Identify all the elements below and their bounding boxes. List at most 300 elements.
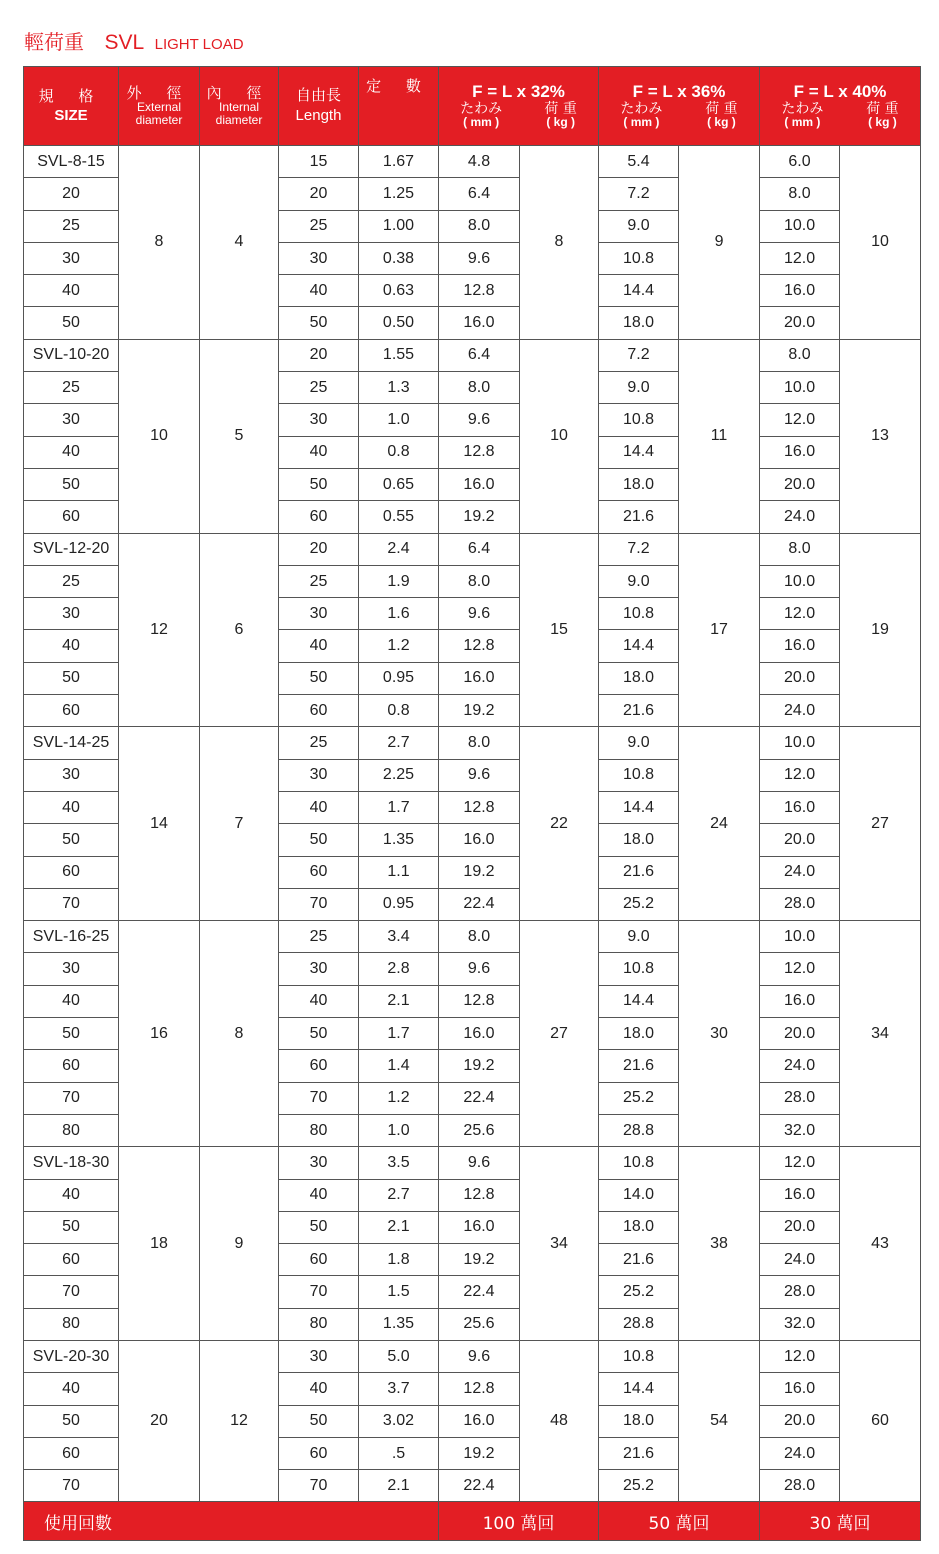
constant-cell: 0.95 bbox=[359, 662, 439, 694]
deflection-32-cell: 22.4 bbox=[439, 1470, 520, 1502]
deflection-32-cell: 9.6 bbox=[439, 1340, 520, 1372]
header-deflection: たわみ bbox=[620, 100, 663, 117]
constant-cell: 2.1 bbox=[359, 1470, 439, 1502]
length-cell: 40 bbox=[279, 985, 359, 1017]
deflection-32-cell: 12.8 bbox=[439, 1373, 520, 1405]
deflection-32-cell: 16.0 bbox=[439, 1211, 520, 1243]
external-diameter-cell: 12 bbox=[119, 533, 200, 727]
length-cell: 60 bbox=[279, 1437, 359, 1469]
deflection-40-cell: 28.0 bbox=[760, 1276, 840, 1308]
table-body bbox=[24, 146, 921, 1502]
length-cell: 50 bbox=[279, 1405, 359, 1437]
constant-cell: 1.25 bbox=[359, 178, 439, 210]
header-load: 荷 重 bbox=[705, 100, 738, 117]
deflection-32-cell: 12.8 bbox=[439, 791, 520, 823]
header-formula: F = L x 36% bbox=[632, 81, 726, 101]
size-cell: 70 bbox=[24, 888, 119, 920]
deflection-36-cell: 7.2 bbox=[599, 339, 679, 371]
external-diameter-cell: 8 bbox=[119, 146, 200, 340]
deflection-36-cell: 10.8 bbox=[599, 242, 679, 274]
header-constant bbox=[359, 67, 439, 146]
deflection-36-cell: 25.2 bbox=[599, 1470, 679, 1502]
deflection-40-cell: 24.0 bbox=[760, 1050, 840, 1082]
size-cell: 50 bbox=[24, 307, 119, 339]
size-cell: 60 bbox=[24, 856, 119, 888]
deflection-32-cell: 16.0 bbox=[439, 468, 520, 500]
length-cell: 50 bbox=[279, 1211, 359, 1243]
deflection-36-cell: 18.0 bbox=[599, 307, 679, 339]
size-cell: 50 bbox=[24, 1018, 119, 1050]
deflection-36-cell: 18.0 bbox=[599, 468, 679, 500]
deflection-36-cell: 14.4 bbox=[599, 630, 679, 662]
external-diameter-cell: 20 bbox=[119, 1340, 200, 1501]
deflection-36-cell: 14.4 bbox=[599, 436, 679, 468]
deflection-32-cell: 22.4 bbox=[439, 1276, 520, 1308]
size-cell: 40 bbox=[24, 436, 119, 468]
deflection-36-cell: 28.8 bbox=[599, 1114, 679, 1146]
external-diameter-cell: 14 bbox=[119, 727, 200, 921]
deflection-36-cell: 18.0 bbox=[599, 1211, 679, 1243]
length-cell: 60 bbox=[279, 501, 359, 533]
constant-cell: 0.8 bbox=[359, 695, 439, 727]
deflection-40-cell: 16.0 bbox=[760, 275, 840, 307]
title-series: SVL bbox=[104, 31, 145, 54]
size-cell: 30 bbox=[24, 759, 119, 791]
size-cell: SVL-18-30 bbox=[24, 1147, 119, 1179]
deflection-40-cell: 10.0 bbox=[760, 372, 840, 404]
constant-cell: 2.7 bbox=[359, 1179, 439, 1211]
load-36-cell: 54 bbox=[679, 1340, 760, 1501]
load-36-cell: 11 bbox=[679, 339, 760, 533]
constant-cell: 1.3 bbox=[359, 372, 439, 404]
load-36-cell: 9 bbox=[679, 146, 760, 340]
deflection-40-cell: 12.0 bbox=[760, 598, 840, 630]
deflection-32-cell: 8.0 bbox=[439, 565, 520, 597]
header-external-en2: diameter bbox=[135, 112, 183, 127]
table-row bbox=[24, 727, 921, 759]
external-diameter-cell: 10 bbox=[119, 339, 200, 533]
header-group-36 bbox=[599, 67, 760, 146]
header-size-cn: 規 格 bbox=[38, 86, 104, 105]
footer-life-40: 30 萬回 bbox=[760, 1502, 921, 1541]
deflection-40-cell: 16.0 bbox=[760, 1373, 840, 1405]
page-title bbox=[24, 26, 244, 55]
deflection-40-cell: 20.0 bbox=[760, 662, 840, 694]
table-row bbox=[24, 1340, 921, 1372]
size-cell: SVL-16-25 bbox=[24, 921, 119, 953]
table-row bbox=[24, 533, 921, 565]
deflection-36-cell: 5.4 bbox=[599, 146, 679, 178]
length-cell: 70 bbox=[279, 888, 359, 920]
header-internal-en2: diameter bbox=[215, 112, 263, 127]
load-32-cell: 8 bbox=[520, 146, 599, 340]
header-deflection-unit: ( mm ) bbox=[623, 115, 660, 130]
deflection-32-cell: 16.0 bbox=[439, 662, 520, 694]
deflection-40-cell: 24.0 bbox=[760, 695, 840, 727]
deflection-36-cell: 10.8 bbox=[599, 1147, 679, 1179]
size-cell: 70 bbox=[24, 1276, 119, 1308]
deflection-40-cell: 28.0 bbox=[760, 1082, 840, 1114]
length-cell: 70 bbox=[279, 1082, 359, 1114]
title-subtitle: LIGHT LOAD bbox=[154, 36, 244, 53]
deflection-32-cell: 19.2 bbox=[439, 1050, 520, 1082]
size-cell: 30 bbox=[24, 598, 119, 630]
deflection-40-cell: 20.0 bbox=[760, 468, 840, 500]
size-cell: 50 bbox=[24, 824, 119, 856]
constant-cell: 2.1 bbox=[359, 985, 439, 1017]
header-constant-cn: 定 數 bbox=[366, 77, 431, 95]
deflection-32-cell: 16.0 bbox=[439, 824, 520, 856]
deflection-36-cell: 21.6 bbox=[599, 695, 679, 727]
constant-cell: 3.7 bbox=[359, 1373, 439, 1405]
deflection-32-cell: 16.0 bbox=[439, 1405, 520, 1437]
length-cell: 60 bbox=[279, 1050, 359, 1082]
header-internal-cn: 內 徑 bbox=[206, 83, 272, 102]
load-32-cell: 34 bbox=[520, 1147, 599, 1341]
deflection-40-cell: 8.0 bbox=[760, 339, 840, 371]
length-cell: 40 bbox=[279, 275, 359, 307]
size-cell: 25 bbox=[24, 210, 119, 242]
deflection-32-cell: 9.6 bbox=[439, 242, 520, 274]
header-deflection: たわみ bbox=[781, 100, 824, 117]
deflection-36-cell: 14.4 bbox=[599, 985, 679, 1017]
deflection-36-cell: 9.0 bbox=[599, 921, 679, 953]
deflection-32-cell: 8.0 bbox=[439, 210, 520, 242]
deflection-36-cell: 10.8 bbox=[599, 598, 679, 630]
length-cell: 80 bbox=[279, 1308, 359, 1340]
length-cell: 25 bbox=[279, 727, 359, 759]
length-cell: 40 bbox=[279, 436, 359, 468]
constant-cell: .5 bbox=[359, 1437, 439, 1469]
constant-cell: 1.55 bbox=[359, 339, 439, 371]
deflection-36-cell: 10.8 bbox=[599, 404, 679, 436]
size-cell: 60 bbox=[24, 1437, 119, 1469]
deflection-36-cell: 21.6 bbox=[599, 856, 679, 888]
deflection-36-cell: 25.2 bbox=[599, 888, 679, 920]
length-cell: 25 bbox=[279, 372, 359, 404]
deflection-36-cell: 10.8 bbox=[599, 759, 679, 791]
deflection-32-cell: 12.8 bbox=[439, 275, 520, 307]
length-cell: 15 bbox=[279, 146, 359, 178]
length-cell: 40 bbox=[279, 791, 359, 823]
deflection-36-cell: 10.8 bbox=[599, 1340, 679, 1372]
constant-cell: 0.38 bbox=[359, 242, 439, 274]
deflection-40-cell: 16.0 bbox=[760, 791, 840, 823]
deflection-40-cell: 20.0 bbox=[760, 1018, 840, 1050]
constant-cell: 0.95 bbox=[359, 888, 439, 920]
deflection-40-cell: 12.0 bbox=[760, 759, 840, 791]
deflection-36-cell: 14.0 bbox=[599, 1179, 679, 1211]
internal-diameter-cell: 4 bbox=[200, 146, 279, 340]
deflection-40-cell: 16.0 bbox=[760, 630, 840, 662]
deflection-32-cell: 6.4 bbox=[439, 339, 520, 371]
load-32-cell: 10 bbox=[520, 339, 599, 533]
deflection-36-cell: 28.8 bbox=[599, 1308, 679, 1340]
header-load-unit: ( kg ) bbox=[707, 115, 736, 130]
constant-cell: 0.65 bbox=[359, 468, 439, 500]
header-deflection-unit: ( mm ) bbox=[463, 115, 500, 130]
title-cn: 輕荷重 bbox=[24, 30, 84, 54]
deflection-40-cell: 12.0 bbox=[760, 404, 840, 436]
deflection-40-cell: 8.0 bbox=[760, 178, 840, 210]
constant-cell: 1.0 bbox=[359, 1114, 439, 1146]
deflection-32-cell: 12.8 bbox=[439, 436, 520, 468]
size-cell: 40 bbox=[24, 791, 119, 823]
size-cell: 40 bbox=[24, 275, 119, 307]
constant-cell: 1.2 bbox=[359, 630, 439, 662]
header-external-cn: 外 徑 bbox=[126, 83, 192, 102]
deflection-40-cell: 16.0 bbox=[760, 1179, 840, 1211]
deflection-32-cell: 12.8 bbox=[439, 985, 520, 1017]
size-cell: SVL-12-20 bbox=[24, 533, 119, 565]
length-cell: 30 bbox=[279, 953, 359, 985]
length-cell: 30 bbox=[279, 759, 359, 791]
deflection-36-cell: 7.2 bbox=[599, 533, 679, 565]
deflection-40-cell: 12.0 bbox=[760, 1147, 840, 1179]
deflection-36-cell: 21.6 bbox=[599, 501, 679, 533]
header-formula: F = L x 32% bbox=[472, 81, 565, 101]
size-cell: 50 bbox=[24, 468, 119, 500]
constant-cell: 2.7 bbox=[359, 727, 439, 759]
footer-life-36: 50 萬回 bbox=[599, 1502, 760, 1541]
constant-cell: 1.1 bbox=[359, 856, 439, 888]
deflection-36-cell: 10.8 bbox=[599, 953, 679, 985]
table-row bbox=[24, 339, 921, 371]
length-cell: 60 bbox=[279, 856, 359, 888]
internal-diameter-cell: 9 bbox=[200, 1147, 279, 1341]
constant-cell: 1.67 bbox=[359, 146, 439, 178]
deflection-40-cell: 20.0 bbox=[760, 824, 840, 856]
deflection-32-cell: 16.0 bbox=[439, 307, 520, 339]
load-32-cell: 22 bbox=[520, 727, 599, 921]
header-deflection: たわみ bbox=[460, 100, 503, 117]
deflection-32-cell: 19.2 bbox=[439, 501, 520, 533]
load-36-cell: 30 bbox=[679, 921, 760, 1147]
load-32-cell: 15 bbox=[520, 533, 599, 727]
size-cell: 50 bbox=[24, 1405, 119, 1437]
deflection-40-cell: 10.0 bbox=[760, 210, 840, 242]
constant-cell: 1.6 bbox=[359, 598, 439, 630]
deflection-40-cell: 16.0 bbox=[760, 436, 840, 468]
external-diameter-cell: 16 bbox=[119, 921, 200, 1147]
table-row bbox=[24, 146, 921, 178]
deflection-40-cell: 28.0 bbox=[760, 1470, 840, 1502]
deflection-40-cell: 12.0 bbox=[760, 242, 840, 274]
deflection-40-cell: 10.0 bbox=[760, 565, 840, 597]
deflection-36-cell: 21.6 bbox=[599, 1437, 679, 1469]
deflection-40-cell: 20.0 bbox=[760, 1405, 840, 1437]
load-40-cell: 43 bbox=[840, 1147, 921, 1341]
length-cell: 70 bbox=[279, 1470, 359, 1502]
deflection-32-cell: 25.6 bbox=[439, 1308, 520, 1340]
size-cell: SVL-8-15 bbox=[24, 146, 119, 178]
deflection-36-cell: 9.0 bbox=[599, 565, 679, 597]
deflection-40-cell: 10.0 bbox=[760, 727, 840, 759]
deflection-32-cell: 4.8 bbox=[439, 146, 520, 178]
spring-spec-table bbox=[23, 66, 921, 1541]
deflection-40-cell: 20.0 bbox=[760, 1211, 840, 1243]
deflection-32-cell: 8.0 bbox=[439, 727, 520, 759]
deflection-32-cell: 25.6 bbox=[439, 1114, 520, 1146]
size-cell: 70 bbox=[24, 1470, 119, 1502]
length-cell: 50 bbox=[279, 662, 359, 694]
size-cell: 60 bbox=[24, 695, 119, 727]
header-group-32 bbox=[439, 67, 599, 146]
constant-cell: 0.50 bbox=[359, 307, 439, 339]
load-36-cell: 24 bbox=[679, 727, 760, 921]
header-external bbox=[119, 67, 200, 146]
deflection-32-cell: 19.2 bbox=[439, 1437, 520, 1469]
load-40-cell: 34 bbox=[840, 921, 921, 1147]
size-cell: 40 bbox=[24, 985, 119, 1017]
deflection-32-cell: 19.2 bbox=[439, 856, 520, 888]
size-cell: 30 bbox=[24, 953, 119, 985]
size-cell: 80 bbox=[24, 1114, 119, 1146]
size-cell: 70 bbox=[24, 1082, 119, 1114]
size-cell: 25 bbox=[24, 565, 119, 597]
length-cell: 25 bbox=[279, 565, 359, 597]
load-40-cell: 10 bbox=[840, 146, 921, 340]
size-cell: 30 bbox=[24, 404, 119, 436]
external-diameter-cell: 18 bbox=[119, 1147, 200, 1341]
size-cell: 50 bbox=[24, 1211, 119, 1243]
length-cell: 50 bbox=[279, 307, 359, 339]
constant-cell: 1.2 bbox=[359, 1082, 439, 1114]
header-load: 荷 重 bbox=[866, 100, 899, 117]
length-cell: 60 bbox=[279, 695, 359, 727]
deflection-36-cell: 9.0 bbox=[599, 727, 679, 759]
footer-label: 使用回數 bbox=[24, 1502, 439, 1541]
header-length-cn: 自由長 bbox=[295, 86, 341, 105]
load-40-cell: 13 bbox=[840, 339, 921, 533]
deflection-40-cell: 24.0 bbox=[760, 856, 840, 888]
load-40-cell: 27 bbox=[840, 727, 921, 921]
constant-cell: 2.25 bbox=[359, 759, 439, 791]
deflection-32-cell: 9.6 bbox=[439, 1147, 520, 1179]
deflection-40-cell: 20.0 bbox=[760, 307, 840, 339]
length-cell: 20 bbox=[279, 533, 359, 565]
deflection-36-cell: 14.4 bbox=[599, 1373, 679, 1405]
constant-cell: 2.4 bbox=[359, 533, 439, 565]
size-cell: 80 bbox=[24, 1308, 119, 1340]
length-cell: 60 bbox=[279, 1244, 359, 1276]
constant-cell: 1.7 bbox=[359, 1018, 439, 1050]
constant-cell: 0.55 bbox=[359, 501, 439, 533]
header-internal-en1: Internal bbox=[218, 100, 260, 115]
size-cell: SVL-14-25 bbox=[24, 727, 119, 759]
header-group-40 bbox=[760, 67, 921, 146]
length-cell: 20 bbox=[279, 178, 359, 210]
length-cell: 30 bbox=[279, 1147, 359, 1179]
constant-cell: 2.8 bbox=[359, 953, 439, 985]
deflection-40-cell: 32.0 bbox=[760, 1114, 840, 1146]
header-length bbox=[279, 67, 359, 146]
deflection-40-cell: 24.0 bbox=[760, 1244, 840, 1276]
deflection-36-cell: 21.6 bbox=[599, 1050, 679, 1082]
header-row bbox=[24, 67, 921, 146]
constant-cell: 1.35 bbox=[359, 1308, 439, 1340]
size-cell: 40 bbox=[24, 630, 119, 662]
deflection-36-cell: 14.4 bbox=[599, 275, 679, 307]
constant-cell: 1.5 bbox=[359, 1276, 439, 1308]
header-size-en: SIZE bbox=[54, 106, 88, 124]
constant-cell: 1.0 bbox=[359, 404, 439, 436]
length-cell: 50 bbox=[279, 824, 359, 856]
deflection-36-cell: 14.4 bbox=[599, 791, 679, 823]
constant-cell: 0.8 bbox=[359, 436, 439, 468]
internal-diameter-cell: 6 bbox=[200, 533, 279, 727]
load-32-cell: 27 bbox=[520, 921, 599, 1147]
deflection-40-cell: 12.0 bbox=[760, 953, 840, 985]
deflection-40-cell: 28.0 bbox=[760, 888, 840, 920]
deflection-36-cell: 21.6 bbox=[599, 1244, 679, 1276]
deflection-40-cell: 10.0 bbox=[760, 921, 840, 953]
deflection-36-cell: 25.2 bbox=[599, 1276, 679, 1308]
table-row bbox=[24, 1147, 921, 1179]
length-cell: 40 bbox=[279, 630, 359, 662]
length-cell: 25 bbox=[279, 921, 359, 953]
deflection-36-cell: 9.0 bbox=[599, 372, 679, 404]
header-length-en: Length bbox=[295, 107, 342, 124]
constant-cell: 3.4 bbox=[359, 921, 439, 953]
deflection-32-cell: 9.6 bbox=[439, 598, 520, 630]
footer-life-32: 100 萬回 bbox=[439, 1502, 599, 1541]
load-40-cell: 19 bbox=[840, 533, 921, 727]
constant-cell: 1.8 bbox=[359, 1244, 439, 1276]
internal-diameter-cell: 7 bbox=[200, 727, 279, 921]
size-cell: 30 bbox=[24, 242, 119, 274]
deflection-36-cell: 18.0 bbox=[599, 662, 679, 694]
constant-cell: 1.7 bbox=[359, 791, 439, 823]
internal-diameter-cell: 5 bbox=[200, 339, 279, 533]
length-cell: 20 bbox=[279, 339, 359, 371]
deflection-32-cell: 9.6 bbox=[439, 404, 520, 436]
deflection-32-cell: 22.4 bbox=[439, 1082, 520, 1114]
internal-diameter-cell: 8 bbox=[200, 921, 279, 1147]
length-cell: 25 bbox=[279, 210, 359, 242]
size-cell: 50 bbox=[24, 662, 119, 694]
constant-cell: 3.02 bbox=[359, 1405, 439, 1437]
table-row bbox=[24, 921, 921, 953]
deflection-32-cell: 8.0 bbox=[439, 921, 520, 953]
deflection-40-cell: 8.0 bbox=[760, 533, 840, 565]
deflection-32-cell: 16.0 bbox=[439, 1018, 520, 1050]
header-load-unit: ( kg ) bbox=[868, 115, 897, 130]
length-cell: 30 bbox=[279, 598, 359, 630]
deflection-40-cell: 24.0 bbox=[760, 1437, 840, 1469]
load-36-cell: 17 bbox=[679, 533, 760, 727]
size-cell: 60 bbox=[24, 501, 119, 533]
constant-cell: 5.0 bbox=[359, 1340, 439, 1372]
size-cell: 20 bbox=[24, 178, 119, 210]
footer-row bbox=[24, 1502, 921, 1541]
deflection-32-cell: 6.4 bbox=[439, 533, 520, 565]
deflection-32-cell: 12.8 bbox=[439, 630, 520, 662]
deflection-32-cell: 19.2 bbox=[439, 1244, 520, 1276]
deflection-32-cell: 19.2 bbox=[439, 695, 520, 727]
size-cell: SVL-20-30 bbox=[24, 1340, 119, 1372]
size-cell: 40 bbox=[24, 1179, 119, 1211]
deflection-40-cell: 16.0 bbox=[760, 985, 840, 1017]
deflection-36-cell: 9.0 bbox=[599, 210, 679, 242]
deflection-36-cell: 18.0 bbox=[599, 824, 679, 856]
internal-diameter-cell: 12 bbox=[200, 1340, 279, 1501]
constant-cell: 2.1 bbox=[359, 1211, 439, 1243]
constant-cell: 1.9 bbox=[359, 565, 439, 597]
length-cell: 40 bbox=[279, 1179, 359, 1211]
load-40-cell: 60 bbox=[840, 1340, 921, 1501]
length-cell: 50 bbox=[279, 468, 359, 500]
